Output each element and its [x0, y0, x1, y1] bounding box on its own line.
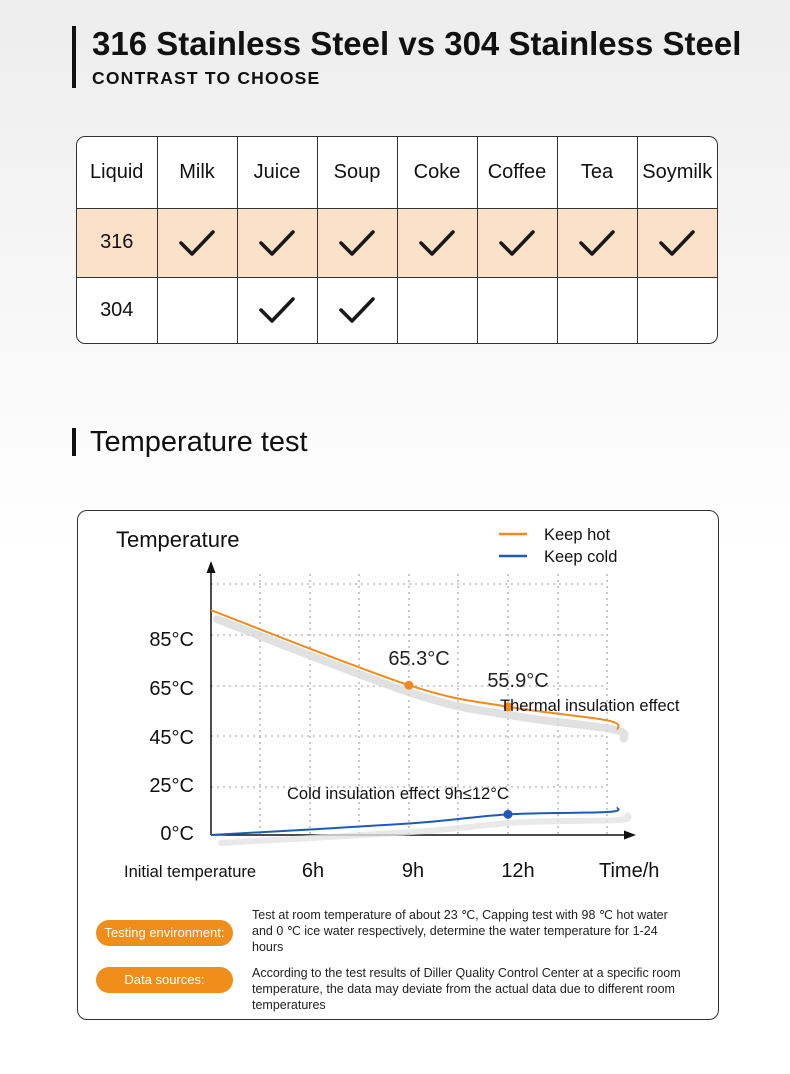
y-tick-label: 0°C	[160, 823, 194, 845]
column-header: Soymilk	[637, 137, 717, 208]
temperature-chart-card	[77, 510, 719, 1020]
row-label: 304	[77, 277, 157, 343]
table-header-row	[77, 137, 717, 208]
y-axis-arrow	[207, 561, 216, 573]
check-icon	[258, 228, 296, 258]
annotation-thermal: Thermal insulation effect	[500, 697, 680, 715]
legend-label: Keep cold	[544, 548, 618, 566]
check-icon	[338, 228, 376, 258]
check-icon	[178, 228, 216, 258]
y-axis-label: Temperature	[116, 527, 240, 552]
column-header: Coffee	[477, 137, 557, 208]
check-icon	[338, 295, 376, 325]
check-cell	[477, 208, 557, 277]
check-cell	[637, 277, 717, 343]
legend-label: Keep hot	[544, 526, 611, 544]
check-cell	[317, 277, 397, 343]
check-icon	[418, 228, 456, 258]
check-cell	[157, 208, 237, 277]
column-header: Tea	[557, 137, 637, 208]
column-header: Coke	[397, 137, 477, 208]
comparison-table	[76, 136, 718, 344]
temperature-chart	[78, 511, 718, 891]
check-icon	[658, 228, 696, 258]
x-tick-label: 6h	[301, 860, 325, 882]
y-tick-label: 25°C	[149, 775, 194, 797]
check-cell	[157, 277, 237, 343]
x-tick-label: 12h	[501, 860, 535, 882]
data-point	[504, 810, 513, 819]
note-label: Testing environment:	[96, 920, 233, 946]
y-tick-label: 65°C	[149, 678, 194, 700]
check-cell	[397, 277, 477, 343]
cold-curve-shadow	[221, 815, 629, 843]
check-cell	[557, 277, 637, 343]
annotation-cold: Cold insulation effect 9h≤12°C	[287, 785, 509, 803]
data-label: 65.3°C	[388, 648, 450, 671]
y-tick-label: 45°C	[149, 727, 194, 749]
check-icon	[498, 228, 536, 258]
note-text: Test at room temperature of about 23 ℃, Capping test with 98 ℃ hot water and 0 ℃ ice water respectively, determine the water temperature for 1-24 hours	[252, 908, 668, 954]
x-tick-label: 9h	[401, 860, 425, 882]
y-tick-label: 85°C	[149, 629, 194, 651]
header	[72, 26, 741, 88]
row-label: 316	[77, 208, 157, 277]
check-cell	[317, 208, 397, 277]
table-row	[77, 208, 717, 277]
x-tick-label: Initial temperature	[124, 863, 257, 881]
check-icon	[578, 228, 616, 258]
check-cell	[237, 277, 317, 343]
column-header: Soup	[317, 137, 397, 208]
check-cell	[477, 277, 557, 343]
data-label: 55.9°C	[487, 669, 549, 692]
check-cell	[637, 208, 717, 277]
check-cell	[237, 208, 317, 277]
page-subtitle: CONTRAST TO CHOOSE	[92, 68, 321, 88]
column-header: Milk	[157, 137, 237, 208]
x-axis-arrow	[624, 831, 636, 840]
check-icon	[258, 295, 296, 325]
check-cell	[557, 208, 637, 277]
table-row	[77, 277, 717, 343]
column-header: Liquid	[77, 137, 157, 208]
data-point	[405, 681, 414, 690]
note-text: According to the test results of Diller Quality Control Center at a specific room temperature, the data may deviate from the actual data due to different room temperatures	[252, 966, 681, 1012]
section-title: Temperature test	[72, 428, 308, 456]
check-cell	[397, 208, 477, 277]
note-label: Data sources:	[96, 967, 233, 993]
column-header: Juice	[237, 137, 317, 208]
x-axis-label: Time/h	[599, 860, 660, 882]
page-title: 316 Stainless Steel vs 304 Stainless Steel	[92, 25, 742, 62]
